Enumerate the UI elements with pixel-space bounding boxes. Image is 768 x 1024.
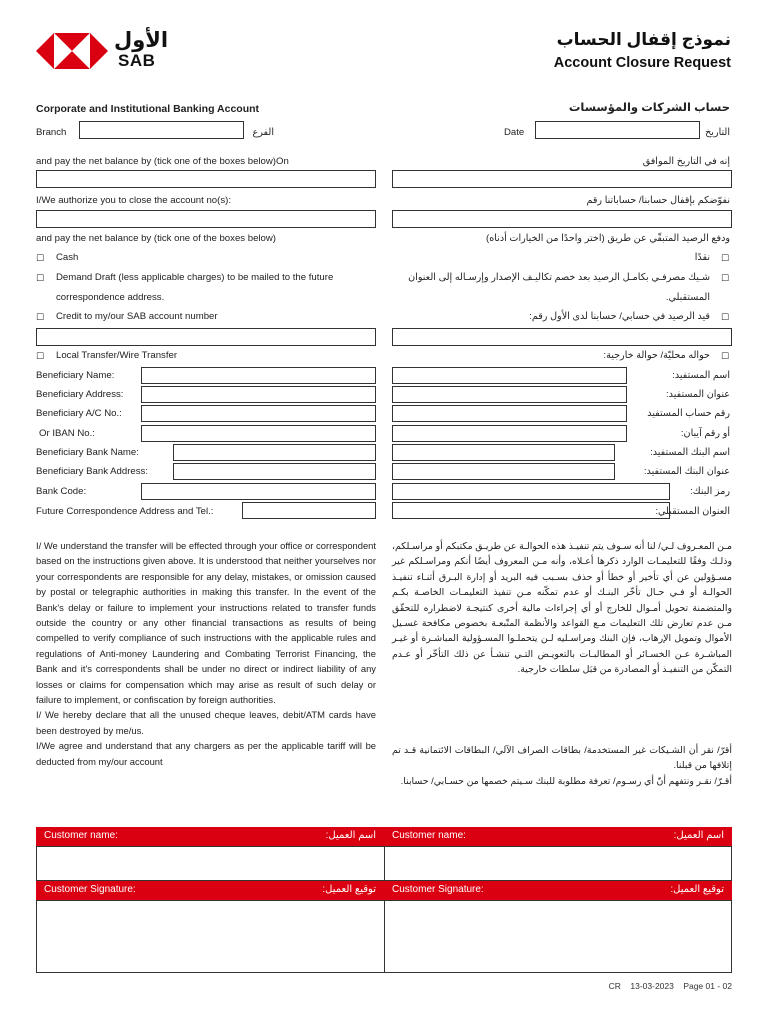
iban-field-ar[interactable]	[392, 425, 627, 442]
bank-name-label-en: Beneficiary Bank Name:	[36, 447, 139, 458]
future-address-label-ar: العنوان المستقبلي:	[655, 506, 730, 517]
draft-label-ar-2: المستقبلي.	[665, 292, 710, 303]
branch-label-en: Branch	[36, 127, 67, 138]
bank-address-label-ar: عنوان البنك المستفيد:	[643, 466, 730, 477]
terms-transfer-en: I/ We understand the transfer will be effected through your office or correspondent based on the instructions given above. It is understood that neither yourselves nor your correspondents are responsible for any delay, mistakes, or omission caused by postal or telegraphic authorities in making this transfer. In the event of the Bank's delay or failure to implement your instructions related to transfer funds outside the country or any other financial transactions as results of being compelled to verify compliance of such instructions with the applicable rules and regulations of Anti-money Laundering and Combating Terrorist Financing, the Bank and it's correspondents shall be under no direct or indirect liability of any losses or claims for compensation which may arise as result of such delay or failure to implement, or confiscation by foreign authorities.	[36, 540, 376, 706]
beneficiary-ac-label-ar: رقم حساب المستفيد	[647, 408, 730, 419]
customer-signature-header-right	[384, 881, 732, 900]
customer-signature-label-en: Customer Signature:	[392, 884, 484, 895]
beneficiary-name-label-en: Beneficiary Name:	[36, 370, 115, 381]
customer-name-label-en: Customer name:	[392, 830, 466, 841]
transfer-checkbox-ar[interactable]: ☐	[721, 351, 730, 361]
sab-account-field-en[interactable]	[36, 328, 376, 346]
customer-name-field-right[interactable]	[384, 846, 732, 881]
customer-signature-field-left[interactable]	[36, 900, 385, 973]
customer-signature-label-ar: توقيع العميل:	[322, 884, 376, 895]
bank-name-field-ar[interactable]	[392, 444, 615, 461]
terms-cheques-ar: أقرّ/ نقر أن الشـيكات غير المستخدمة/ بطاقات الصراف الآلي/ البطاقات الائتمانية قـد تم إتلافها من قبلنا.	[392, 744, 732, 771]
on-date-field-ar[interactable]	[392, 170, 732, 188]
on-date-label-en: and pay the net balance by (tick one of the boxes below)On	[36, 156, 289, 167]
account-type-en: Corporate and Institutional Banking Account	[36, 103, 260, 115]
customer-signature-field-right[interactable]	[384, 900, 732, 973]
authorize-label-en: I/We authorize you to close the account no(s):	[36, 195, 231, 206]
beneficiary-address-label-en: Beneficiary Address:	[36, 389, 124, 400]
beneficiary-name-field-ar[interactable]	[392, 367, 627, 384]
beneficiary-ac-field-ar[interactable]	[392, 405, 627, 422]
draft-label-en-2: correspondence address.	[56, 292, 165, 303]
customer-signature-label-ar: توقيع العميل:	[670, 884, 724, 895]
terms-ar-bottom	[392, 742, 732, 788]
cash-label-ar: نقدًا	[694, 252, 710, 263]
terms-transfer-ar: مـن المعـروف لـي/ لنا أنه سـوف يتم تنفيـذ هذه الحوالـة عن طريـق مكتبكم أو مراسـلكم، وذلـك وفقًا للتعليمـات الوارد ذكرها أعـلاه، وأنه مـن المعروف أيضًا أنكم ومراسـلكم غير مسـؤولين عن أي تأخير أو خطأ أو حذف بسـبب فيه البريد أو إدارة البـرق أثنـاء تنفيـذ الحوالـة أو فـي حـال تأخّر البنـك أو عدم تمكّنه مـن تنفيذ التعليمـات الخاصـة بكـم والمتضمنة تحويل أمـوال للخارج أو أي إجراءات مالية أخرى كنتيجـة لاضطراره للتحقّق مـن عدم تعارض تلك التعليمات مـع القواعد والأنظمة المتّبعـة بخصوص مكافحة غسـيل الأموال وتمويل الإرهاب، فإن البنك ومراسـليه لـن يتحملـوا المسـؤولية المباشـرة أو غيـر المباشـرة عـن الخسـائر أو المطالبـات بالتعويـض التـي تنشـأ عن ذلك التأخّر أو عـدم التمكّن من التنفيـذ أو المصادرة من قبَل سلطات خارجية.	[392, 540, 732, 675]
date-field[interactable]	[535, 121, 700, 139]
credit-label-en: Credit to my/our SAB account number	[56, 311, 218, 322]
credit-checkbox-ar[interactable]: ☐	[721, 312, 730, 322]
customer-name-label-en: Customer name:	[44, 830, 118, 841]
authorize-label-ar: نفوّضكم بإقفال حسابنا/ حساباتنا رقم	[586, 195, 730, 206]
credit-checkbox-en[interactable]: ☐	[36, 312, 45, 322]
transfer-label-ar: حواله محليّة/ حوالة خارجية:	[603, 350, 710, 361]
form-date: 13-03-2023	[630, 981, 674, 991]
logo-english: SAB	[118, 51, 156, 70]
terms-en	[36, 538, 376, 769]
draft-label-en-1: Demand Draft (less applicable charges) to be mailed to the future	[56, 272, 334, 283]
pay-by-label-en: and pay the net balance by (tick one of the boxes below)	[36, 233, 276, 244]
cash-checkbox-ar[interactable]: ☐	[721, 253, 730, 263]
branch-label-ar: الفرع	[252, 127, 274, 138]
bank-code-field-en[interactable]	[141, 483, 376, 500]
beneficiary-address-label-ar: عنوان المستفيد:	[666, 389, 730, 400]
sab-logo	[36, 29, 169, 72]
account-type-ar: حساب الشركات والمؤسسات	[568, 102, 730, 114]
terms-charges-en: I/We agree and understand that any chargers as per the applicable tariff will be deducted from my/our account	[36, 740, 376, 767]
account-no-field-en[interactable]	[36, 210, 376, 228]
account-no-field-ar[interactable]	[392, 210, 732, 228]
terms-charges-ar: أقـرّ/ نقـر ونتفهم أنّ أي رسـوم/ تعرفة مطلوبة للبنك سـيتم خصمها من حسـابي/ حسابنا.	[400, 774, 732, 786]
future-address-field-ar[interactable]	[392, 502, 670, 519]
future-address-label-en: Future Correspondence Address and Tel.:	[36, 506, 214, 517]
hexagon-logo-icon	[36, 33, 108, 69]
sab-account-field-ar[interactable]	[392, 328, 732, 346]
future-address-field-en[interactable]	[242, 502, 376, 519]
credit-label-ar: قيد الرصيد في حسابي/ حسابنا لدى الأول رقم:	[529, 311, 710, 322]
bank-address-field-en[interactable]	[173, 463, 376, 480]
form-code: CR	[608, 981, 621, 991]
iban-label-ar: أو رقم آيبان:	[680, 428, 730, 439]
customer-signature-label-en: Customer Signature:	[44, 884, 136, 895]
bank-code-label-ar: رمز البنك:	[690, 486, 730, 497]
beneficiary-address-field-ar[interactable]	[392, 386, 627, 403]
draft-label-ar-1: شـيك مصرفـي بكامـل الرصيد بعد خصم تكاليـف الإصدار وإرسـاله إلى العنوان	[408, 272, 710, 283]
iban-field-en[interactable]	[141, 425, 376, 442]
beneficiary-ac-field-en[interactable]	[141, 405, 376, 422]
bank-code-label-en: Bank Code:	[36, 486, 87, 497]
bank-address-field-ar[interactable]	[392, 463, 615, 480]
iban-label-en: Or IBAN No.:	[39, 428, 95, 439]
beneficiary-name-field-en[interactable]	[141, 367, 376, 384]
beneficiary-address-field-en[interactable]	[141, 386, 376, 403]
terms-cheques-en: I/ We hereby declare that all the unused cheque leaves, debit/ATM cards have been destroyed by me/us.	[36, 709, 376, 736]
customer-name-label-ar: اسم العميل:	[325, 830, 376, 841]
date-label-en: Date	[504, 127, 525, 138]
draft-checkbox-en[interactable]: ☐	[36, 273, 45, 283]
cash-label-en: Cash	[56, 252, 79, 263]
beneficiary-name-label-ar: اسم المستفيد:	[672, 370, 730, 381]
footer	[609, 980, 732, 992]
customer-name-header-left	[36, 827, 384, 846]
customer-name-label-ar: اسم العميل:	[673, 830, 724, 841]
customer-name-field-left[interactable]	[36, 846, 385, 881]
bank-address-label-en: Beneficiary Bank Address:	[36, 466, 148, 477]
transfer-label-en: Local Transfer/Wire Transfer	[56, 350, 178, 361]
customer-signature-header-left	[36, 881, 384, 900]
bank-name-field-en[interactable]	[173, 444, 376, 461]
on-date-label-ar: إنه في التاريخ الموافق	[642, 156, 730, 167]
page-number: Page 01 - 02	[683, 981, 732, 991]
logo-arabic: الأول	[114, 29, 169, 52]
bank-code-field-ar[interactable]	[392, 483, 670, 500]
on-date-field-en[interactable]	[36, 170, 376, 188]
pay-by-label-ar: ودفع الرصيد المتبقّي عن طريق (اختر واحدًا من الخيارات أدناه)	[486, 233, 730, 244]
draft-checkbox-ar[interactable]: ☐	[721, 273, 730, 283]
customer-name-header-right	[384, 827, 732, 846]
date-label-ar: التاريخ	[705, 127, 730, 138]
bank-name-label-ar: اسم البنك المستفيد:	[650, 447, 730, 458]
transfer-checkbox-en[interactable]: ☐	[36, 351, 45, 361]
title-english: Account Closure Request	[553, 55, 731, 71]
cash-checkbox-en[interactable]: ☐	[36, 253, 45, 263]
branch-field[interactable]	[79, 121, 244, 139]
title-arabic: نموذج إقفال الحساب	[556, 30, 731, 49]
beneficiary-ac-label-en: Beneficiary A/C No.:	[36, 408, 122, 419]
